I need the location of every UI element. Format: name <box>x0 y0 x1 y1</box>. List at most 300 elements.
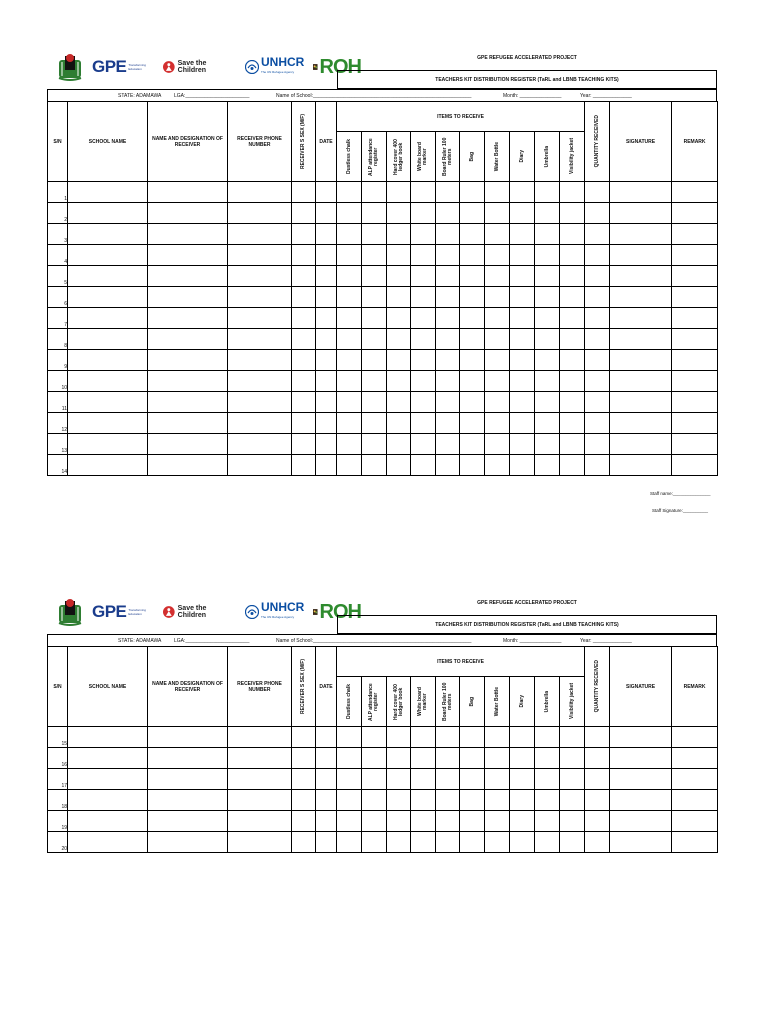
lga-field[interactable]: LGA:_______________________ <box>174 638 250 644</box>
entry-cell[interactable] <box>387 182 411 203</box>
entry-cell[interactable] <box>610 203 672 224</box>
entry-cell[interactable] <box>316 832 337 853</box>
entry-cell[interactable] <box>411 769 436 790</box>
entry-cell[interactable] <box>362 413 387 434</box>
entry-cell[interactable] <box>610 308 672 329</box>
entry-cell[interactable] <box>228 727 292 748</box>
entry-cell[interactable] <box>292 455 316 476</box>
entry-cell[interactable] <box>387 413 411 434</box>
entry-cell[interactable] <box>68 329 148 350</box>
entry-cell[interactable] <box>436 455 460 476</box>
entry-cell[interactable] <box>436 769 460 790</box>
entry-cell[interactable] <box>485 413 510 434</box>
entry-cell[interactable] <box>510 434 535 455</box>
entry-cell[interactable] <box>510 455 535 476</box>
entry-cell[interactable] <box>411 413 436 434</box>
entry-cell[interactable] <box>68 769 148 790</box>
entry-cell[interactable] <box>362 245 387 266</box>
entry-cell[interactable] <box>510 329 535 350</box>
month-field[interactable]: Month: _______________ <box>503 638 562 644</box>
entry-cell[interactable] <box>485 727 510 748</box>
entry-cell[interactable] <box>510 413 535 434</box>
entry-cell[interactable] <box>337 413 362 434</box>
entry-cell[interactable] <box>148 455 228 476</box>
entry-cell[interactable] <box>387 224 411 245</box>
entry-cell[interactable] <box>460 769 485 790</box>
entry-cell[interactable] <box>148 392 228 413</box>
entry-cell[interactable] <box>610 455 672 476</box>
entry-cell[interactable] <box>610 371 672 392</box>
entry-cell[interactable] <box>485 371 510 392</box>
entry-cell[interactable] <box>68 727 148 748</box>
entry-cell[interactable] <box>411 329 436 350</box>
entry-cell[interactable] <box>411 350 436 371</box>
entry-cell[interactable] <box>387 308 411 329</box>
entry-cell[interactable] <box>535 832 560 853</box>
entry-cell[interactable] <box>460 727 485 748</box>
entry-cell[interactable] <box>68 266 148 287</box>
entry-cell[interactable] <box>460 790 485 811</box>
entry-cell[interactable] <box>387 203 411 224</box>
entry-cell[interactable] <box>460 748 485 769</box>
entry-cell[interactable] <box>610 811 672 832</box>
entry-cell[interactable] <box>535 413 560 434</box>
entry-cell[interactable] <box>316 811 337 832</box>
entry-cell[interactable] <box>68 245 148 266</box>
entry-cell[interactable] <box>316 203 337 224</box>
entry-cell[interactable] <box>460 371 485 392</box>
entry-cell[interactable] <box>337 455 362 476</box>
entry-cell[interactable] <box>362 790 387 811</box>
entry-cell[interactable] <box>585 224 610 245</box>
entry-cell[interactable] <box>485 434 510 455</box>
entry-cell[interactable] <box>672 769 718 790</box>
entry-cell[interactable] <box>387 434 411 455</box>
entry-cell[interactable] <box>387 455 411 476</box>
entry-cell[interactable] <box>337 727 362 748</box>
entry-cell[interactable] <box>672 203 718 224</box>
entry-cell[interactable] <box>436 182 460 203</box>
entry-cell[interactable] <box>535 371 560 392</box>
entry-cell[interactable] <box>436 224 460 245</box>
entry-cell[interactable] <box>292 413 316 434</box>
entry-cell[interactable] <box>68 308 148 329</box>
entry-cell[interactable] <box>585 371 610 392</box>
entry-cell[interactable] <box>460 392 485 413</box>
entry-cell[interactable] <box>387 266 411 287</box>
entry-cell[interactable] <box>436 371 460 392</box>
entry-cell[interactable] <box>510 371 535 392</box>
entry-cell[interactable] <box>362 371 387 392</box>
entry-cell[interactable] <box>411 434 436 455</box>
entry-cell[interactable] <box>411 371 436 392</box>
entry-cell[interactable] <box>148 350 228 371</box>
entry-cell[interactable] <box>585 245 610 266</box>
entry-cell[interactable] <box>362 287 387 308</box>
entry-cell[interactable] <box>535 455 560 476</box>
entry-cell[interactable] <box>610 266 672 287</box>
entry-cell[interactable] <box>436 790 460 811</box>
entry-cell[interactable] <box>228 287 292 308</box>
entry-cell[interactable] <box>585 790 610 811</box>
entry-cell[interactable] <box>292 266 316 287</box>
entry-cell[interactable] <box>411 455 436 476</box>
entry-cell[interactable] <box>292 245 316 266</box>
entry-cell[interactable] <box>411 203 436 224</box>
entry-cell[interactable] <box>292 329 316 350</box>
entry-cell[interactable] <box>228 811 292 832</box>
entry-cell[interactable] <box>585 266 610 287</box>
entry-cell[interactable] <box>510 748 535 769</box>
entry-cell[interactable] <box>316 727 337 748</box>
entry-cell[interactable] <box>672 224 718 245</box>
entry-cell[interactable] <box>485 203 510 224</box>
entry-cell[interactable] <box>362 329 387 350</box>
entry-cell[interactable] <box>68 371 148 392</box>
entry-cell[interactable] <box>535 287 560 308</box>
entry-cell[interactable] <box>148 748 228 769</box>
entry-cell[interactable] <box>560 413 585 434</box>
entry-cell[interactable] <box>436 413 460 434</box>
entry-cell[interactable] <box>535 790 560 811</box>
entry-cell[interactable] <box>337 832 362 853</box>
entry-cell[interactable] <box>485 811 510 832</box>
entry-cell[interactable] <box>411 392 436 413</box>
entry-cell[interactable] <box>610 413 672 434</box>
entry-cell[interactable] <box>485 287 510 308</box>
entry-cell[interactable] <box>610 224 672 245</box>
entry-cell[interactable] <box>460 832 485 853</box>
entry-cell[interactable] <box>510 350 535 371</box>
entry-cell[interactable] <box>485 308 510 329</box>
entry-cell[interactable] <box>510 287 535 308</box>
entry-cell[interactable] <box>535 748 560 769</box>
entry-cell[interactable] <box>535 350 560 371</box>
entry-cell[interactable] <box>510 203 535 224</box>
entry-cell[interactable] <box>228 308 292 329</box>
entry-cell[interactable] <box>610 392 672 413</box>
entry-cell[interactable] <box>560 790 585 811</box>
entry-cell[interactable] <box>337 371 362 392</box>
entry-cell[interactable] <box>460 245 485 266</box>
entry-cell[interactable] <box>228 245 292 266</box>
entry-cell[interactable] <box>337 224 362 245</box>
entry-cell[interactable] <box>585 811 610 832</box>
entry-cell[interactable] <box>228 392 292 413</box>
entry-cell[interactable] <box>337 203 362 224</box>
entry-cell[interactable] <box>585 350 610 371</box>
entry-cell[interactable] <box>485 329 510 350</box>
entry-cell[interactable] <box>228 832 292 853</box>
entry-cell[interactable] <box>337 748 362 769</box>
entry-cell[interactable] <box>460 287 485 308</box>
entry-cell[interactable] <box>672 727 718 748</box>
entry-cell[interactable] <box>148 811 228 832</box>
entry-cell[interactable] <box>292 224 316 245</box>
entry-cell[interactable] <box>228 413 292 434</box>
entry-cell[interactable] <box>411 832 436 853</box>
year-field[interactable]: Year: ______________ <box>580 93 632 99</box>
entry-cell[interactable] <box>337 308 362 329</box>
entry-cell[interactable] <box>510 245 535 266</box>
entry-cell[interactable] <box>337 287 362 308</box>
entry-cell[interactable] <box>292 182 316 203</box>
entry-cell[interactable] <box>316 245 337 266</box>
entry-cell[interactable] <box>316 413 337 434</box>
entry-cell[interactable] <box>560 308 585 329</box>
entry-cell[interactable] <box>68 434 148 455</box>
entry-cell[interactable] <box>68 224 148 245</box>
entry-cell[interactable] <box>535 329 560 350</box>
entry-cell[interactable] <box>228 371 292 392</box>
school-name-field[interactable]: Name of School:_________________________________________________________ <box>276 638 472 644</box>
staff-name-field[interactable]: Staff name:_______________ <box>650 491 711 496</box>
entry-cell[interactable] <box>337 182 362 203</box>
entry-cell[interactable] <box>460 350 485 371</box>
entry-cell[interactable] <box>610 350 672 371</box>
entry-cell[interactable] <box>68 287 148 308</box>
entry-cell[interactable] <box>316 769 337 790</box>
entry-cell[interactable] <box>672 790 718 811</box>
entry-cell[interactable] <box>560 182 585 203</box>
entry-cell[interactable] <box>585 392 610 413</box>
lga-field[interactable]: LGA:_______________________ <box>174 93 250 99</box>
entry-cell[interactable] <box>68 182 148 203</box>
entry-cell[interactable] <box>560 811 585 832</box>
entry-cell[interactable] <box>610 434 672 455</box>
entry-cell[interactable] <box>485 350 510 371</box>
entry-cell[interactable] <box>411 308 436 329</box>
entry-cell[interactable] <box>560 455 585 476</box>
entry-cell[interactable] <box>387 287 411 308</box>
entry-cell[interactable] <box>228 748 292 769</box>
entry-cell[interactable] <box>610 790 672 811</box>
entry-cell[interactable] <box>460 329 485 350</box>
entry-cell[interactable] <box>436 434 460 455</box>
entry-cell[interactable] <box>292 287 316 308</box>
entry-cell[interactable] <box>672 287 718 308</box>
staff-signature-field[interactable]: Staff Signature:__________ <box>652 508 708 513</box>
entry-cell[interactable] <box>148 203 228 224</box>
entry-cell[interactable] <box>610 748 672 769</box>
entry-cell[interactable] <box>460 203 485 224</box>
entry-cell[interactable] <box>316 371 337 392</box>
entry-cell[interactable] <box>485 182 510 203</box>
entry-cell[interactable] <box>585 203 610 224</box>
entry-cell[interactable] <box>485 790 510 811</box>
entry-cell[interactable] <box>560 329 585 350</box>
entry-cell[interactable] <box>228 224 292 245</box>
entry-cell[interactable] <box>610 245 672 266</box>
entry-cell[interactable] <box>362 182 387 203</box>
school-name-field[interactable]: Name of School:_________________________________________________________ <box>276 93 472 99</box>
entry-cell[interactable] <box>411 811 436 832</box>
entry-cell[interactable] <box>510 790 535 811</box>
entry-cell[interactable] <box>535 392 560 413</box>
entry-cell[interactable] <box>560 392 585 413</box>
entry-cell[interactable] <box>672 308 718 329</box>
entry-cell[interactable] <box>672 455 718 476</box>
entry-cell[interactable] <box>148 182 228 203</box>
entry-cell[interactable] <box>316 748 337 769</box>
entry-cell[interactable] <box>411 266 436 287</box>
entry-cell[interactable] <box>585 455 610 476</box>
entry-cell[interactable] <box>387 748 411 769</box>
entry-cell[interactable] <box>362 266 387 287</box>
entry-cell[interactable] <box>337 790 362 811</box>
entry-cell[interactable] <box>337 266 362 287</box>
entry-cell[interactable] <box>610 727 672 748</box>
entry-cell[interactable] <box>436 748 460 769</box>
entry-cell[interactable] <box>387 769 411 790</box>
entry-cell[interactable] <box>362 308 387 329</box>
entry-cell[interactable] <box>148 308 228 329</box>
entry-cell[interactable] <box>460 224 485 245</box>
entry-cell[interactable] <box>337 350 362 371</box>
entry-cell[interactable] <box>292 769 316 790</box>
entry-cell[interactable] <box>460 811 485 832</box>
entry-cell[interactable] <box>228 182 292 203</box>
entry-cell[interactable] <box>485 392 510 413</box>
entry-cell[interactable] <box>387 371 411 392</box>
entry-cell[interactable] <box>610 182 672 203</box>
entry-cell[interactable] <box>485 769 510 790</box>
entry-cell[interactable] <box>585 748 610 769</box>
entry-cell[interactable] <box>316 224 337 245</box>
entry-cell[interactable] <box>387 392 411 413</box>
entry-cell[interactable] <box>610 329 672 350</box>
entry-cell[interactable] <box>510 308 535 329</box>
entry-cell[interactable] <box>672 392 718 413</box>
entry-cell[interactable] <box>316 308 337 329</box>
entry-cell[interactable] <box>411 748 436 769</box>
entry-cell[interactable] <box>510 727 535 748</box>
entry-cell[interactable] <box>68 790 148 811</box>
entry-cell[interactable] <box>362 350 387 371</box>
entry-cell[interactable] <box>148 790 228 811</box>
entry-cell[interactable] <box>585 287 610 308</box>
entry-cell[interactable] <box>485 266 510 287</box>
entry-cell[interactable] <box>68 455 148 476</box>
entry-cell[interactable] <box>535 727 560 748</box>
entry-cell[interactable] <box>362 832 387 853</box>
entry-cell[interactable] <box>672 832 718 853</box>
entry-cell[interactable] <box>292 811 316 832</box>
entry-cell[interactable] <box>535 266 560 287</box>
entry-cell[interactable] <box>148 727 228 748</box>
entry-cell[interactable] <box>485 832 510 853</box>
entry-cell[interactable] <box>460 455 485 476</box>
entry-cell[interactable] <box>68 392 148 413</box>
entry-cell[interactable] <box>560 245 585 266</box>
entry-cell[interactable] <box>411 182 436 203</box>
entry-cell[interactable] <box>362 392 387 413</box>
entry-cell[interactable] <box>436 350 460 371</box>
entry-cell[interactable] <box>672 811 718 832</box>
entry-cell[interactable] <box>560 224 585 245</box>
entry-cell[interactable] <box>387 811 411 832</box>
entry-cell[interactable] <box>585 727 610 748</box>
entry-cell[interactable] <box>535 434 560 455</box>
entry-cell[interactable] <box>228 769 292 790</box>
month-field[interactable]: Month: _______________ <box>503 93 562 99</box>
entry-cell[interactable] <box>560 748 585 769</box>
entry-cell[interactable] <box>560 727 585 748</box>
entry-cell[interactable] <box>610 769 672 790</box>
entry-cell[interactable] <box>68 748 148 769</box>
entry-cell[interactable] <box>316 350 337 371</box>
entry-cell[interactable] <box>411 287 436 308</box>
entry-cell[interactable] <box>585 434 610 455</box>
entry-cell[interactable] <box>68 832 148 853</box>
entry-cell[interactable] <box>362 769 387 790</box>
entry-cell[interactable] <box>292 727 316 748</box>
year-field[interactable]: Year: ______________ <box>580 638 632 644</box>
entry-cell[interactable] <box>337 245 362 266</box>
entry-cell[interactable] <box>228 266 292 287</box>
entry-cell[interactable] <box>337 392 362 413</box>
entry-cell[interactable] <box>560 350 585 371</box>
entry-cell[interactable] <box>337 769 362 790</box>
entry-cell[interactable] <box>337 811 362 832</box>
entry-cell[interactable] <box>148 413 228 434</box>
entry-cell[interactable] <box>485 245 510 266</box>
entry-cell[interactable] <box>535 203 560 224</box>
entry-cell[interactable] <box>510 224 535 245</box>
entry-cell[interactable] <box>316 392 337 413</box>
entry-cell[interactable] <box>535 308 560 329</box>
entry-cell[interactable] <box>510 392 535 413</box>
entry-cell[interactable] <box>148 434 228 455</box>
entry-cell[interactable] <box>292 790 316 811</box>
entry-cell[interactable] <box>411 245 436 266</box>
entry-cell[interactable] <box>560 287 585 308</box>
entry-cell[interactable] <box>560 434 585 455</box>
entry-cell[interactable] <box>485 455 510 476</box>
entry-cell[interactable] <box>292 350 316 371</box>
entry-cell[interactable] <box>460 266 485 287</box>
entry-cell[interactable] <box>292 832 316 853</box>
entry-cell[interactable] <box>411 727 436 748</box>
entry-cell[interactable] <box>436 245 460 266</box>
entry-cell[interactable] <box>460 308 485 329</box>
entry-cell[interactable] <box>292 308 316 329</box>
entry-cell[interactable] <box>672 350 718 371</box>
entry-cell[interactable] <box>68 350 148 371</box>
entry-cell[interactable] <box>362 224 387 245</box>
entry-cell[interactable] <box>672 413 718 434</box>
entry-cell[interactable] <box>68 413 148 434</box>
entry-cell[interactable] <box>411 790 436 811</box>
entry-cell[interactable] <box>148 266 228 287</box>
entry-cell[interactable] <box>316 329 337 350</box>
entry-cell[interactable] <box>292 371 316 392</box>
entry-cell[interactable] <box>460 434 485 455</box>
entry-cell[interactable] <box>610 287 672 308</box>
entry-cell[interactable] <box>460 413 485 434</box>
entry-cell[interactable] <box>610 832 672 853</box>
entry-cell[interactable] <box>535 245 560 266</box>
entry-cell[interactable] <box>316 434 337 455</box>
entry-cell[interactable] <box>316 790 337 811</box>
entry-cell[interactable] <box>316 266 337 287</box>
entry-cell[interactable] <box>228 203 292 224</box>
entry-cell[interactable] <box>411 224 436 245</box>
entry-cell[interactable] <box>362 434 387 455</box>
entry-cell[interactable] <box>485 224 510 245</box>
entry-cell[interactable] <box>560 371 585 392</box>
entry-cell[interactable] <box>436 266 460 287</box>
